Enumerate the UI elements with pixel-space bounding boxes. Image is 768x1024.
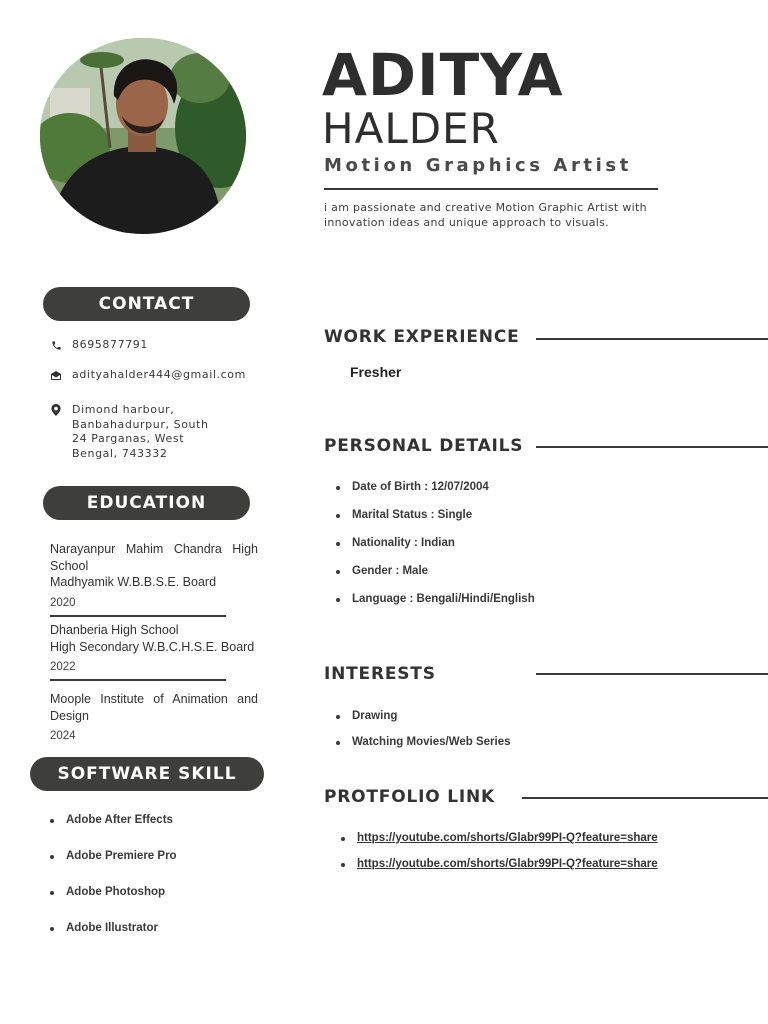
board-name: Madhyamik W.B.B.S.E. Board xyxy=(50,575,217,589)
list-item: Date of Birth : 12/07/2004 xyxy=(334,481,634,493)
profile-summary: i am passionate and creative Motion Graphic Artist with innovation ideas and unique approach to visuals. xyxy=(324,201,647,229)
education-year: 2020 xyxy=(50,596,76,609)
list-item: Adobe After Effects xyxy=(48,814,268,826)
education-entry-1 xyxy=(50,541,258,611)
portfolio-link[interactable]: https://youtube.com/shorts/Glabr99PI-Q?feature=share xyxy=(357,832,658,844)
section-divider xyxy=(522,797,768,799)
education-entry-3 xyxy=(50,691,258,745)
phone-number: 8695877791 xyxy=(72,338,148,351)
personal-details-list xyxy=(334,481,634,605)
list-item: Gender : Male xyxy=(334,565,634,577)
map-pin-icon xyxy=(48,403,64,417)
school-name: Dhanberia High School xyxy=(50,623,179,637)
job-title: Motion Graphics Artist xyxy=(324,155,632,176)
phone-icon xyxy=(48,338,64,352)
contact-email xyxy=(48,368,246,383)
interests-list xyxy=(334,710,634,748)
envelope-icon xyxy=(48,368,64,382)
work-experience-value: Fresher xyxy=(350,364,402,380)
section-divider xyxy=(536,673,768,675)
education-year: 2022 xyxy=(50,661,76,673)
work-experience-heading: WORK EXPERIENCE xyxy=(324,327,520,347)
software-skill-list xyxy=(48,814,268,934)
list-item: Watching Movies/Web Series xyxy=(334,736,634,748)
first-name: ADITYA xyxy=(322,41,564,109)
education-heading: EDUCATION xyxy=(43,486,250,520)
list-item: Adobe Premiere Pro xyxy=(48,850,268,862)
section-divider xyxy=(536,446,768,448)
section-divider xyxy=(536,338,768,340)
software-skill-heading: SOFTWARE SKILL xyxy=(30,757,264,791)
education-divider xyxy=(50,679,226,681)
list-item: Adobe Illustrator xyxy=(48,922,268,934)
education-divider xyxy=(50,615,226,617)
portfolio-heading: PROTFOLIO LINK xyxy=(324,787,495,807)
title-divider xyxy=(324,188,658,190)
last-name: HALDER xyxy=(322,104,500,153)
contact-phone xyxy=(48,338,232,353)
board-name: High Secondary W.B.C.H.S.E. Board xyxy=(50,639,255,654)
school-name: Moople Institute of Animation and Design xyxy=(50,692,258,723)
postal-address: Dimond harbour, Banbahadurpur, South 24 Parganas, West Bengal, 743332 xyxy=(72,403,209,460)
list-item: Language : Bengali/Hindi/English xyxy=(334,593,634,605)
email-address: adityahalder444@gmail.com xyxy=(72,368,246,381)
list-item xyxy=(339,858,739,870)
portfolio-link[interactable]: https://youtube.com/shorts/Glabr99PI-Q?feature=share xyxy=(357,858,658,870)
list-item: Nationality : Indian xyxy=(334,537,634,549)
list-item: Adobe Photoshop xyxy=(48,886,268,898)
education-year: 2024 xyxy=(50,730,76,742)
list-item: Drawing xyxy=(334,710,634,722)
list-item xyxy=(339,832,739,844)
profile-photo xyxy=(40,38,246,234)
education-entry-2 xyxy=(50,622,258,676)
list-item: Marital Status : Single xyxy=(334,509,634,521)
school-name: Narayanpur Mahim Chandra High School xyxy=(50,542,258,573)
contact-address xyxy=(48,403,222,461)
portfolio-list xyxy=(339,832,739,870)
contact-heading: CONTACT xyxy=(43,287,250,321)
interests-heading: INTERESTS xyxy=(324,664,436,684)
personal-details-heading: PERSONAL DETAILS xyxy=(324,436,524,456)
